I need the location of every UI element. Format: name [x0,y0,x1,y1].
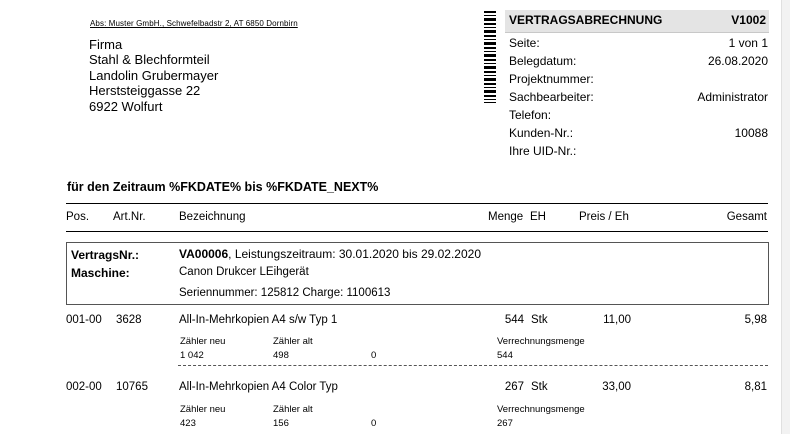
item-pos: 002-00 [66,381,102,393]
billing-qty: 267 [497,418,513,429]
meta-label: Ihre UID-Nr.: [509,144,577,158]
meta-row [509,54,768,72]
meta-row [509,126,768,144]
item-unit: Stk [531,314,548,326]
col-header-unit: EH [530,211,546,223]
item-desc: All-In-Mehrkopien A4 Color Typ [179,381,338,393]
item-price: 33,00 [602,381,631,393]
meta-row [509,36,768,54]
col-header-price: Preis / Eh [579,211,629,223]
counter-new: 1 042 [180,350,204,361]
item-art: 3628 [116,314,142,326]
machine-label: Maschine: [71,266,130,280]
meta-value: 26.08.2020 [707,54,768,68]
meta-row [509,72,768,90]
col-header-desc: Bezeichnung [179,211,246,223]
billing-qty-label: Verrechnungsmenge [497,336,585,347]
contract-period: , Leistungszeitraum: 30.01.2020 bis 29.02.2020 [228,247,481,261]
billing-qty-label: Verrechnungsmenge [497,404,585,415]
meta-value: 1 von 1 [728,36,768,50]
counter-new: 423 [180,418,196,429]
contract-number: VA00006 [179,247,229,261]
item-desc: All-In-Mehrkopien A4 s/w Typ 1 [179,314,338,326]
period-heading: für den Zeitraum %FKDATE% bis %FKDATE_NEXT% [67,180,379,194]
sender-line: Abs: Muster GmbH., Schwefelbadstr 2, AT 6850 Dornbirn [90,19,298,28]
item-divider [178,365,768,366]
item-qty: 267 [504,381,524,393]
barcode [484,11,496,103]
meta-label: Projektnummer: [509,72,594,86]
billing-qty: 544 [497,350,513,361]
machine-name: Canon Drukcer LEihgerät [179,266,309,278]
counter-new-label: Zähler neu [180,336,226,347]
recipient-line: Firma [89,37,123,52]
meta-value: Administrator [697,90,768,104]
contract-label: VertragsNr.: [71,248,140,262]
vertical-scrollbar[interactable] [781,0,790,434]
document-number: V1002 [731,13,766,27]
meta-row [509,90,768,108]
counter-extra: 0 [371,418,377,429]
col-header-art: Art.Nr. [113,211,146,223]
document-header [505,10,769,33]
item-total: 5,98 [744,314,767,326]
counter-new-label: Zähler neu [180,404,226,415]
document-meta [509,36,768,162]
item-art: 10765 [116,381,148,393]
meta-row [509,144,768,162]
divider [66,231,768,232]
item-unit: Stk [531,381,548,393]
counter-old: 498 [273,350,289,361]
counter-old-label: Zähler alt [273,404,313,415]
col-header-pos: Pos. [66,211,90,223]
meta-label: Seite: [509,36,540,50]
machine-serial: Seriennummer: 125812 Charge: 1100613 [179,287,391,299]
meta-label: Kunden-Nr.: [509,126,574,140]
col-header-total: Gesamt [726,211,767,223]
item-qty: 544 [504,314,524,326]
recipient-line: Herststeiggasse 22 [89,83,201,99]
counter-old: 156 [273,418,289,429]
item-pos: 001-00 [66,314,102,326]
item-total: 8,81 [744,381,767,393]
recipient-line: Landolin Grubermayer [89,67,219,83]
meta-label: Belegdatum: [509,54,577,68]
meta-value: 10088 [734,126,768,140]
meta-label: Telefon: [509,108,552,122]
contract-info [179,247,481,261]
meta-label: Sachbearbeiter: [509,90,594,104]
recipient-line: 6922 Wolfurt [89,98,163,114]
counter-extra: 0 [371,350,377,361]
col-header-qty: Menge [488,211,524,223]
item-price: 11,00 [603,314,631,326]
meta-row [509,108,768,126]
counter-old-label: Zähler alt [273,336,313,347]
recipient-address [89,37,218,114]
document-title: VERTRAGSABRECHNUNG [509,13,663,27]
recipient-line: Stahl & Blechformteil [89,52,210,68]
divider [66,203,768,204]
